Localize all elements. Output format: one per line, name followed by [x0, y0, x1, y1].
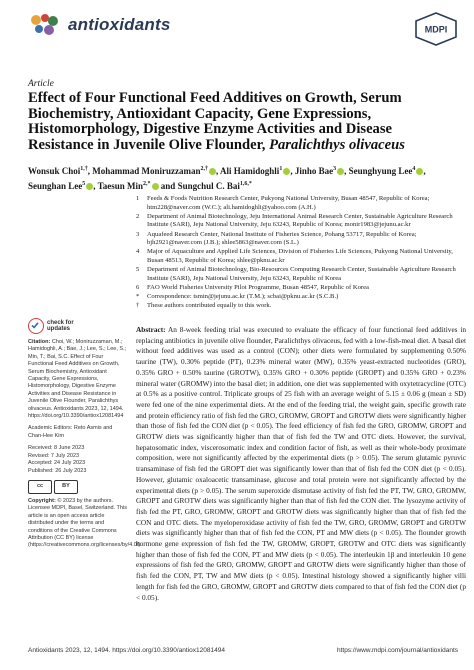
cc-icon: cc — [28, 480, 52, 494]
cc-license-badge[interactable] — [28, 480, 128, 494]
revised-date: Revised: 7 July 2023 — [28, 452, 80, 459]
affiliation-text: Department of Animal Biotechnology, Jeju International Animal Research Center, Sustainable Agriculture Research Institute (SARI), Jeju National University, Jeju 63243, Republic of Korea; monir1983@jejunu.ac.kr — [147, 212, 453, 229]
author-separator: and — [158, 181, 178, 191]
author-name[interactable]: Mohammad Moniruzzaman — [92, 166, 201, 176]
journal-mark-icon — [28, 12, 62, 38]
abstract-text: An 8-week feeding trial was executed to evaluate the efficacy of four functional feed additives in replacing antibiotics in juvenile olive flounder, Paralichthys olivaceus, fed with a low-fish-meal diet. A basal diet without feed additives was used as a control (CON); other diets were formulated by supplementing 0.50% taurine (TW), 0.30% peptide (PT), 0.23% mineral water (MW), 0.35% yeast-extracted nucleotides (GRO), 0.35% GRO + 0.50% taurine (GROTW), 0.35% GRO + 0.30% peptide (GROPT) and 0.35% GRO + 0.23% mineral water (GROMW) into the basal diet; in addition, one diet was supplemented with oxytetracycline (OTC) at 0.5% as a positive control. Triplicate groups of 25 fish with an average weight of 5.15 ± 0.06 g (mean ± SD) were fed one of the nine experimental diets. At the end of the feeding trial, the weight gain, specific growth rate and protein efficiency ratio of fish fed the GRO, GROMW, GROPT and GROTW diets were significantly higher than those of fish fed the CON diet (p < 0.05). The feed efficiency of fish fed the GRO, GROMW, GROPT and GROTW diets was significantly higher than that of fish fed the TW and OTC diets. However, the survival, hepatosomatic index, viscerosomatic index and condition factor of fish, as well as their whole-body proximate composition, were not significantly affected by the experimental diets (p > 0.05). The serum glutamic pyruvic transaminase of fish fed the GROPT diet was significantly lower than that of fish fed the CON diet (p < 0.05). However, glutamic oxaloacetic transaminase, glucose and total protein were not significantly affected by the experimental diets (p > 0.05). The serum superoxide dismutase activity of fish fed the PT, TW, GRO, GROMW, GROPT and GROTW diets was significantly higher than that of fish fed the CON diet. The lysozyme activity of fish fed the PT, GRO, GROMW, GROPT and GROTW diets was significantly higher than that of fish fed the CON and OTC diets. The myeloperoxidase activity of fish fed the TW, GRO, GROMW, GROPT and GROTW diets was significantly higher than that of fish fed the CON, PT and MW diets (p < 0.05). The flounder growth hormone gene expression of fish fed the TW, GROMW, GROPT, GROTW and OTC diets was significantly higher than those of fish fed the CON, PT and MW diets (p < 0.05). The interleukin 1β and interleukin 10 gene expressions of fish fed the GRO, GROMW, GROPT and GROTW diets were significantly higher than those of fish fed the CON, PT, TW and MW diets (p < 0.05). Intestinal histology showed a significantly higher villi length for fish fed the GRO, GROMW, GROPT and GROTW diets compared to that of fish fed the CON diet (p < 0.05). — [136, 325, 467, 602]
citation-block — [28, 339, 128, 420]
affiliation-item — [136, 231, 466, 248]
check-updates-line1: check for — [47, 319, 74, 326]
author-affiliation-marker: 5 — [82, 181, 86, 187]
abstract-label: Abstract: — [136, 325, 166, 334]
author-list — [28, 163, 458, 193]
accepted-date: Accepted: 24 July 2023 — [28, 460, 86, 467]
affiliation-number: † — [136, 302, 140, 310]
affiliation-item — [136, 284, 466, 293]
citation-label: Citation: — [28, 339, 51, 345]
author-name[interactable]: Seunghan Lee — [28, 181, 83, 191]
affiliation-text: Feeds & Foods Nutrition Research Center, Pukyong National University, Busan 48547, Republic of Korea; htm228@naver.com (W.C.); ali.hamidoghli@yahoo.com (A.H.) — [147, 195, 430, 211]
footer-journal-link[interactable]: https://www.mdpi.com/journal/antioxidants — [336, 647, 458, 654]
author-affiliation-marker: 4 — [412, 166, 416, 172]
affiliation-number: 3 — [136, 230, 140, 238]
author-name[interactable]: Sungchul C. Bai — [177, 181, 240, 191]
author-affiliation-marker: 3 — [333, 166, 337, 172]
affiliation-list — [136, 195, 466, 311]
author-separator: , — [290, 166, 295, 176]
author-separator: , — [216, 166, 221, 176]
received-date: Received: 8 June 2023 — [28, 445, 85, 452]
affiliation-number: 5 — [136, 266, 140, 274]
affiliation-text: Correspondence: tsmin@jejunu.ac.kr (T.M.); scbai@pknu.ac.kr (S.C.B.) — [147, 293, 339, 301]
affiliation-item — [136, 213, 466, 230]
affiliation-item — [136, 293, 466, 302]
affiliation-item — [136, 195, 466, 212]
orcid-icon[interactable] — [209, 168, 216, 175]
academic-editors: Academic Editors: Reto Asmis and Chan-Hee Kim — [28, 425, 113, 439]
affiliation-text: Department of Animal Biotechnology, Bio-Resources Computing Research Center, Sustainable Agriculture Research Institute (SARI), Jeju National University, Jeju 63243, Republic of Korea — [147, 266, 456, 282]
check-updates-icon — [28, 318, 44, 334]
author-affiliation-marker: 1 — [279, 166, 283, 172]
journal-name: antioxidants — [68, 15, 171, 34]
author-affiliation-marker: 1,† — [80, 166, 88, 172]
page-footer — [28, 647, 458, 654]
affiliation-text: FAO World Fisheries University Pilot Programme, Busan 48547, Republic of Korea — [147, 283, 369, 291]
author-separator: , — [93, 181, 98, 191]
article-sidebar — [28, 318, 142, 555]
journal-logo — [28, 12, 171, 38]
author-affiliation-marker: 2,† — [200, 166, 209, 172]
affiliation-item — [136, 248, 466, 265]
article-title — [28, 91, 448, 153]
affiliation-item — [136, 302, 466, 311]
affiliation-number: 6 — [136, 283, 140, 291]
copyright-block — [28, 497, 142, 550]
publisher-name: MDPI — [424, 24, 448, 35]
citation-text: Choi, W.; Moniruzzaman, M.; Hamidoghli, A.; Bae, J.; Lee, S.; Lee, S.; Min, T.; Bai, S.C. Effect of Four Functional Feed Additives on Growth, Serum Biochemistry, Antioxidant Capacity, Gene Expressions, Histomorphology, Digestive Enzyme Activities and Disease Resistance in Juvenile Olive Flounder, Paralichthys olivaceus. Antioxidants 2023, 12, 1494. https://doi.org/10.3390/antiox12081494 — [28, 339, 127, 420]
check-updates-label — [47, 320, 74, 333]
check-for-updates-button[interactable] — [28, 318, 128, 334]
article-title-species: Paralichthys olivaceus — [269, 136, 405, 153]
abstract — [136, 325, 466, 603]
check-updates-line2: updates — [47, 326, 71, 332]
affiliation-text: These authors contributed equally to this work. — [147, 302, 272, 310]
published-date: Published: 26 July 2023 — [28, 467, 87, 474]
footer-citation[interactable]: Antioxidants 2023, 12, 1494. https://doi.org/10.3390/antiox12081494 — [28, 647, 225, 654]
author-separator: , — [423, 166, 426, 176]
publisher-logo — [414, 12, 458, 46]
affiliation-item — [136, 266, 466, 283]
affiliation-number: 2 — [136, 212, 140, 220]
copyright-text: © 2023 by the authors. Licensee MDPI, Basel, Switzerland. This article is an open access article distributed under the terms and conditions of the Creative Commons Attribution (CC BY) license (https://creativecommons.org/licenses/by/4.0/). — [28, 497, 142, 549]
author-separator: , — [87, 166, 93, 176]
copyright-label: Copyright: — [28, 497, 56, 504]
affiliation-number: 1 — [136, 195, 140, 202]
author-name[interactable]: Seunghyung Lee — [348, 166, 413, 176]
affiliation-text: Major of Aquaculture and Applied Life Sciences, Division of Fisheries Life Sciences, Pukyong National University, Busan 48513, Republic of Korea; shlee@pknu.ac.kr — [147, 248, 453, 264]
affiliation-number: * — [136, 293, 140, 301]
affiliation-number: 4 — [136, 248, 140, 256]
author-affiliation-marker: 2,* — [143, 181, 151, 187]
author-separator: , — [344, 166, 349, 176]
history-dates — [28, 445, 128, 475]
article-title-text: Effect of Four Functional Feed Additives on Growth, Serum Biochemistry, Antioxidant Capacity, Gene Expressions, Histomorphology, Digestive Enzyme Activities and Disease Resistance in Juvenile Olive Flounder, — [28, 90, 402, 153]
author-name[interactable]: Jinho Bae — [294, 166, 334, 176]
affiliation-text: Aquafeed Research Center, National Institute of Fisheries Science, Pohang 53717, Republic of Korea; bjh2921@naver.com (J.B.); shlee5863@naver.com (S.L.) — [147, 230, 417, 247]
author-name[interactable]: Wonsuk Choi — [28, 166, 81, 176]
orcid-icon[interactable] — [152, 183, 159, 190]
author-name[interactable]: Ali Hamidoghli — [220, 166, 280, 176]
author-affiliation-marker: 1,6,* — [239, 181, 252, 187]
by-icon: BY — [54, 480, 78, 494]
author-name[interactable]: Taesun Min — [97, 181, 144, 191]
article-type: Article — [28, 79, 54, 89]
